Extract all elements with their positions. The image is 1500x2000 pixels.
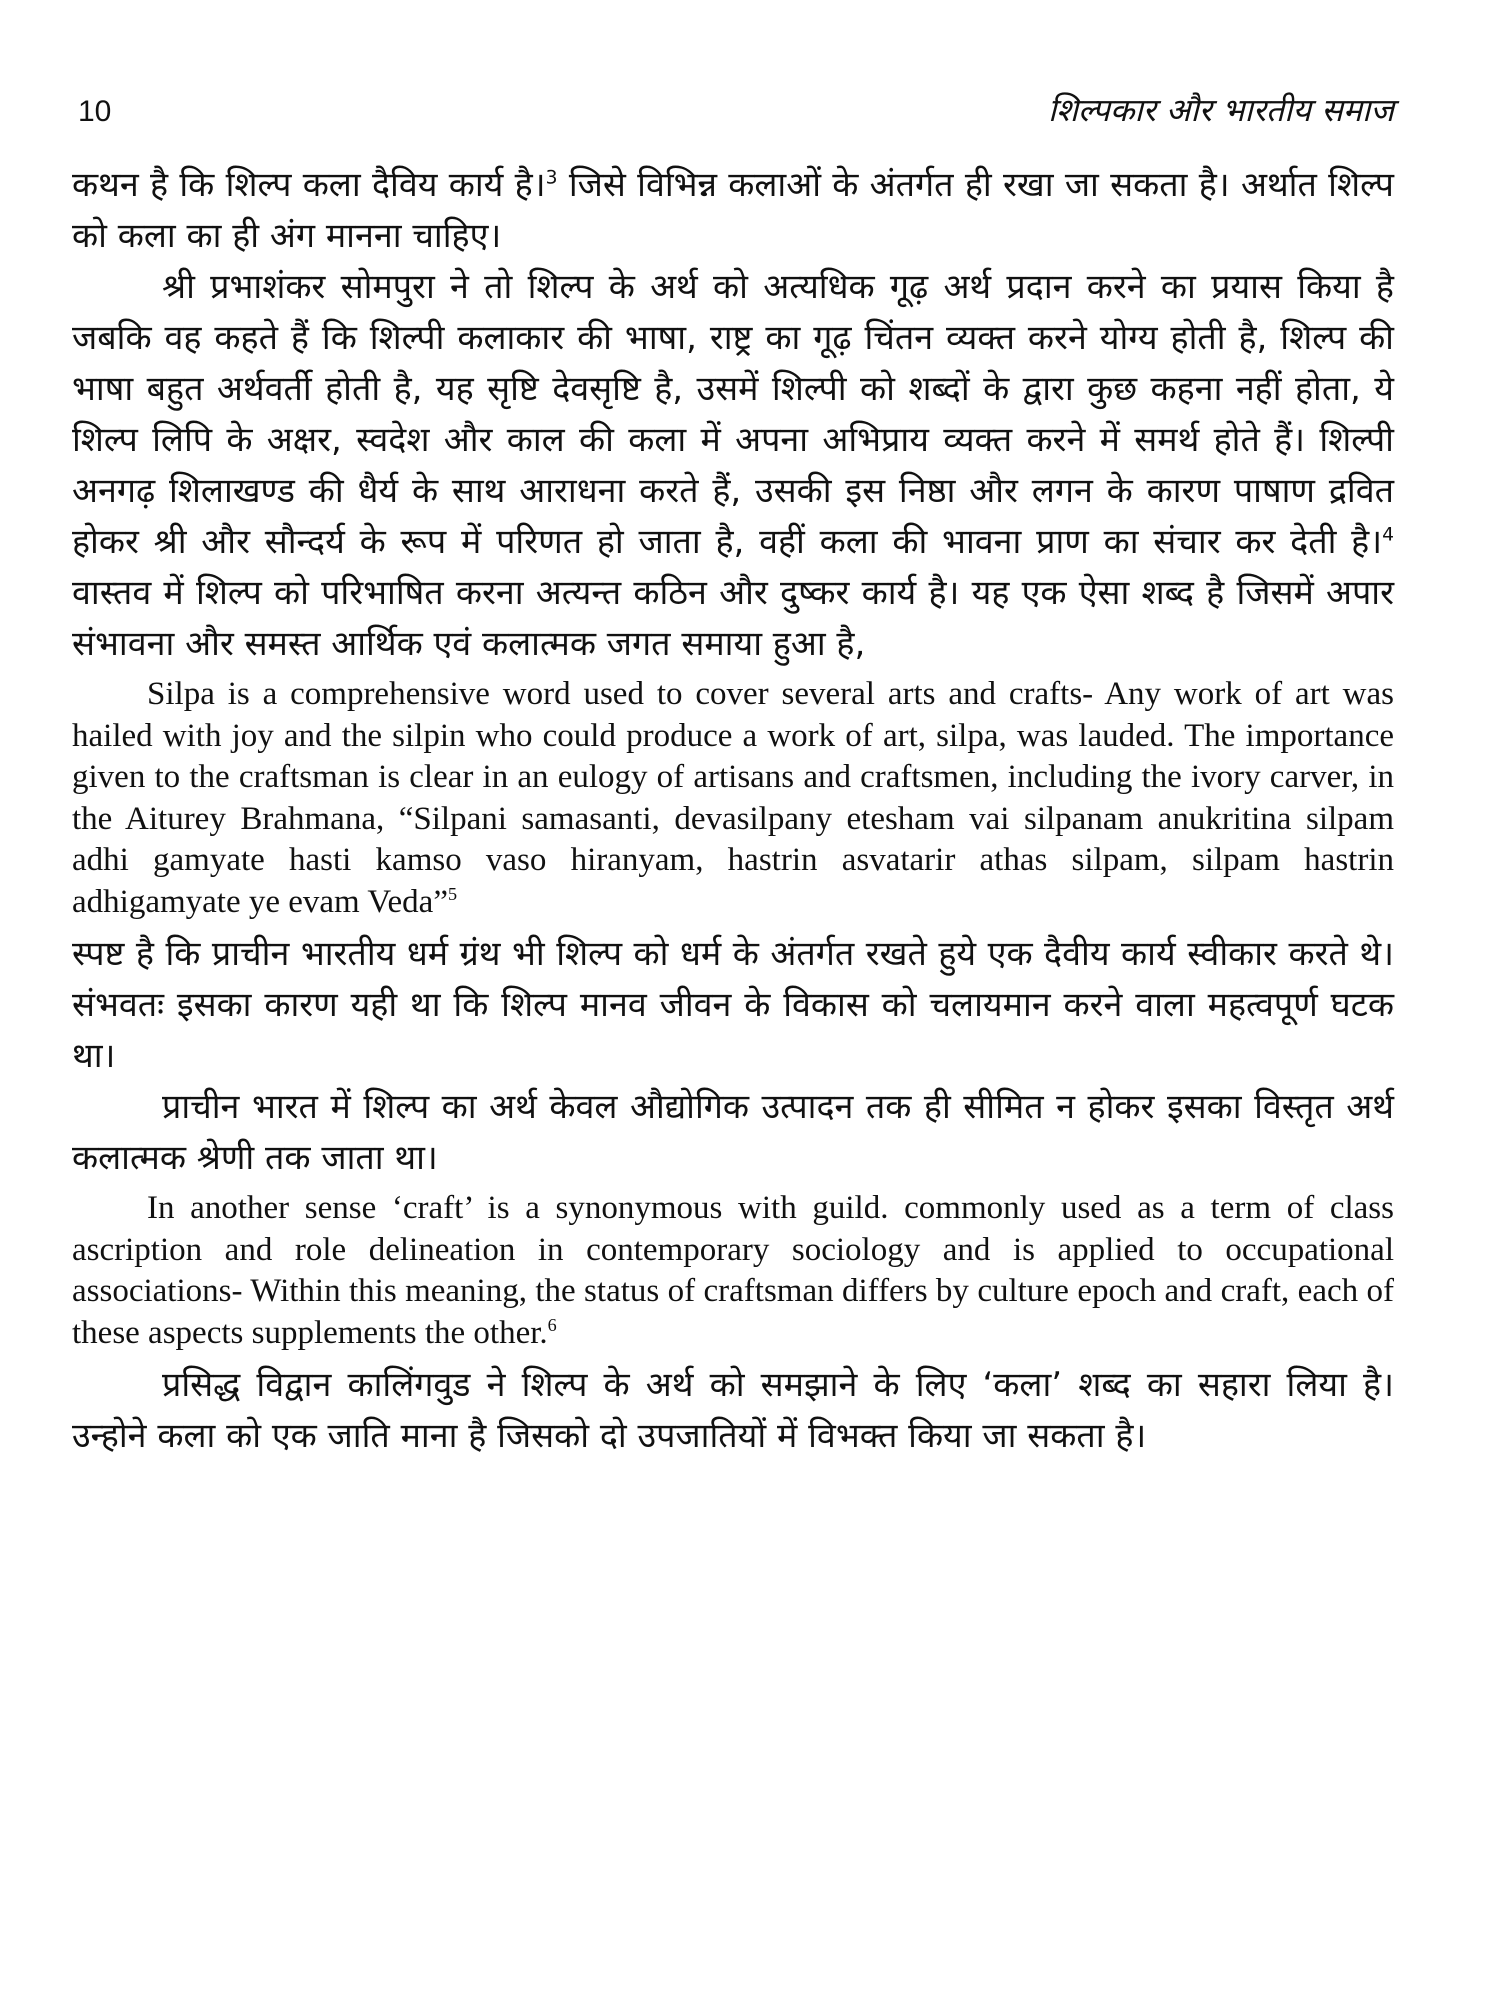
paragraph-text: प्राचीन भारत में शिल्प का अर्थ केवल औद्योगिक उत्पादन तक ही सीमित न होकर इसका विस्तृत अर्थ कलात्मक श्रेणी तक जाता था।: [72, 1087, 1394, 1178]
paragraph-text: प्रसिद्ध विद्वान कालिंगवुड ने शिल्प के अर्थ को समझाने के लिए ‘कला’ शब्द का सहारा लिया है। उन्होने कला को एक जाति माना है जिसको दो उपजातियों में विभक्त किया जा सकता है।: [72, 1365, 1394, 1456]
paragraph-text: स्पष्ट है कि प्राचीन भारतीय धर्म ग्रंथ भी शिल्प को धर्म के अंतर्गत रखते हुये एक दैवीय कार्य स्वीकार करते थे। संभवतः इसका कारण यही था कि शिल्प मानव जीवन के विकास को चलायमान करने वाला महत्वपूर्ण घटक था।: [72, 934, 1394, 1076]
running-title: शिल्पकार और भारतीय समाज: [1047, 91, 1394, 129]
paragraph-text-continued: वास्तव में शिल्प को परिभाषित करना अत्यन्त कठिन और दुष्कर कार्य है। यह एक ऐसा शब्द है जिसमें अपार संभावना और समस्त आर्थिक एवं कलात्मक जगत समाया हुआ है,: [72, 573, 1394, 664]
paragraph-6-english-quote: [72, 1188, 1394, 1354]
paragraph-4-hindi: [72, 929, 1394, 1082]
paragraph-7-hindi: [72, 1360, 1394, 1462]
paragraph-1-hindi: [72, 160, 1394, 262]
footnote-ref-4[interactable]: 4: [1382, 524, 1394, 546]
paragraph-text: कथन है कि शिल्प कला दैविय कार्य है।: [72, 165, 546, 205]
paragraph-text: Silpa is a comprehensive word used to cover several arts and crafts- Any work of art was hailed with joy and the silpin who could produce a work of art, silpa, was lauded. The importance given to the craftsman is clear in an eulogy of artisans and craftsmen, including the ivory carver, in the Aiturey Brahmana, “Silpani samasanti, devasilpany etesham vai silpanam anukritina silpam adhi gamyate hasti kamso vaso hiranyam, hastrin asvatarir athas silpam, silpam hastrin adhigamyate ye evam Veda”: [72, 676, 1394, 920]
paragraph-3-english-quote: [72, 674, 1394, 923]
footnote-ref-6[interactable]: 6: [547, 1314, 557, 1335]
footnote-ref-3[interactable]: 3: [545, 167, 558, 189]
paragraph-text: In another sense ‘craft’ is a synonymous with guild. commonly used as a term of class ascription and role delineation in contemporary sociology and is applied to occupational associations- Within this meaning, the status of craftsman differs by culture epoch and craft, each of these aspects supplements the other.: [72, 1190, 1394, 1351]
paragraph-text: श्री प्रभाशंकर सोमपुरा ने तो शिल्प के अर्थ को अत्यधिक गूढ़ अर्थ प्रदान करने का प्रयास किया है जबकि वह कहते हैं कि शिल्पी कलाकार की भाषा, राष्ट्र का गूढ़ चिंतन व्यक्त करने योग्य होती है, शिल्प की भाषा बहुत अर्थवर्ती होती है, यह सृष्टि देवसृष्टि है, उसमें शिल्पी को शब्दों के द्वारा कुछ कहना नहीं होता, ये शिल्प लिपि के अक्षर, स्वदेश और काल की कला में अपना अभिप्राय व्यक्त करने में समर्थ होते हैं। शिल्पी अनगढ़ शिलाखण्ड की धैर्य के साथ आराधना करते हैं, उसकी इस निष्ठा और लगन के कारण पाषाण द्रवित होकर श्री और सौन्दर्य के रूप में परिणत हो जाता है, वहीं कला की भावना प्राण का संचार कर देती है।: [72, 267, 1394, 562]
footnote-ref-5[interactable]: 5: [447, 883, 458, 904]
running-header: [72, 88, 1394, 138]
page-number: 10: [78, 95, 112, 128]
paragraph-5-hindi: [72, 1082, 1394, 1184]
paragraph-2-hindi: [72, 262, 1394, 670]
paragraph-text-continued: जिसे विभिन्न कलाओं के अंतर्गत ही रखा जा सकता है। अर्थात शिल्प को कला का ही अंग मानना चाहिए।: [72, 165, 1394, 256]
